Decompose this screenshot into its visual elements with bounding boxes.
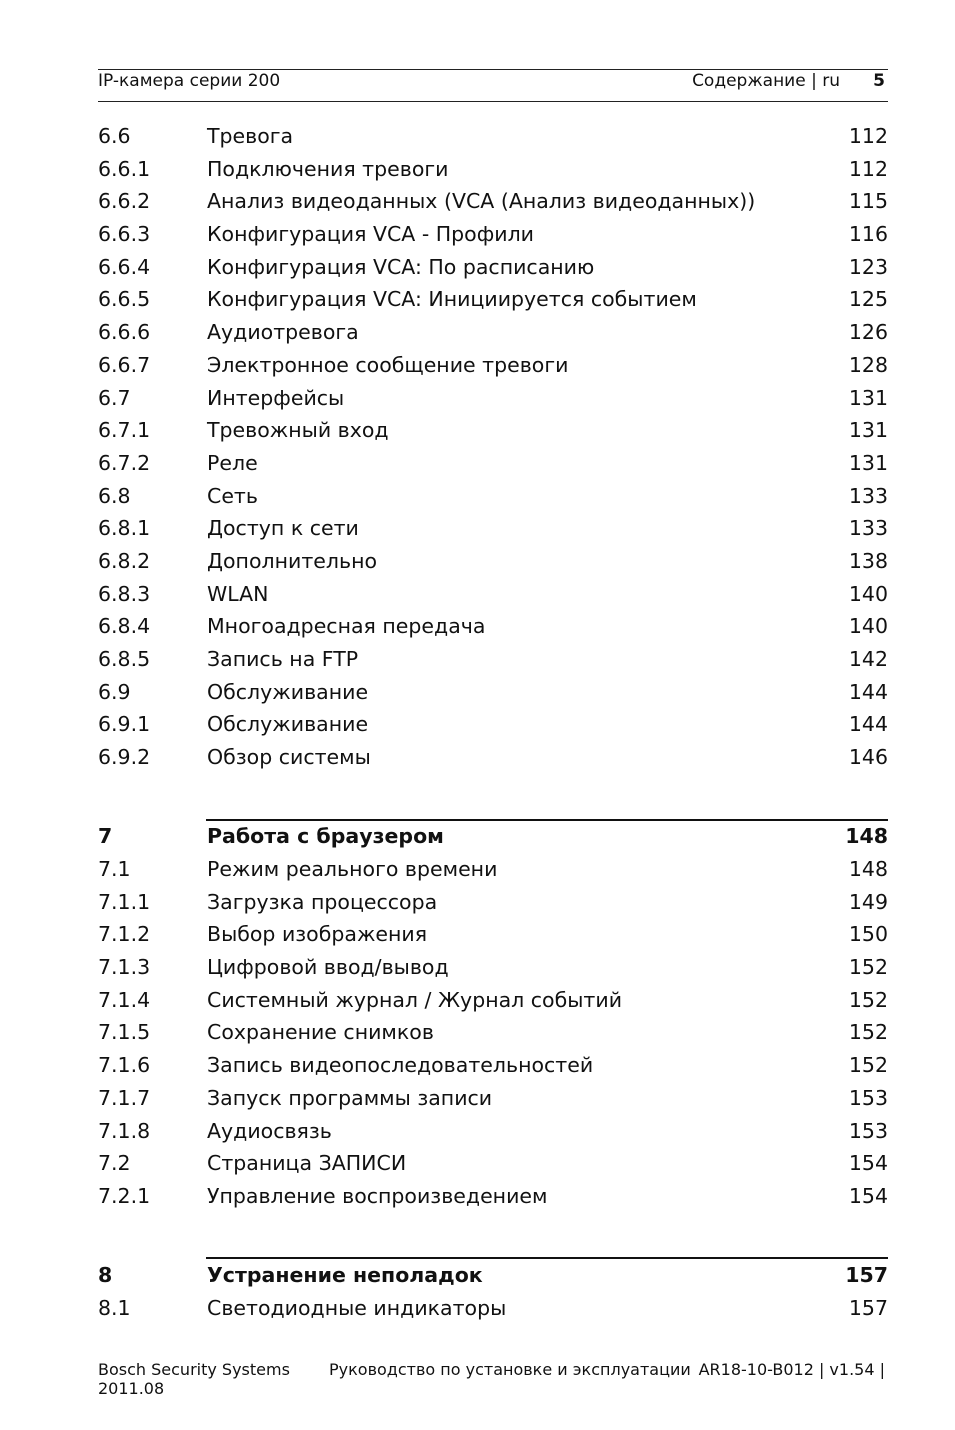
toc-section-6 (98, 120, 888, 774)
toc-entry-title: Многоадресная передача (207, 614, 486, 639)
toc-chapter-title: Устранение неполадок (207, 1263, 483, 1287)
toc-entry-number: 7.1.6 (98, 1053, 151, 1078)
toc-entry-page: 112 (848, 124, 888, 148)
toc-entry-title: Запись видеопоследовательностей (207, 1053, 594, 1078)
toc-entry-page: 152 (848, 987, 888, 1012)
toc-entry-number: 6.6.7 (98, 352, 151, 377)
toc-entry[interactable] (98, 153, 888, 186)
toc-entry[interactable] (98, 447, 888, 480)
toc-entry-page: 140 (848, 581, 888, 606)
footer-company-block (98, 1360, 290, 1398)
toc-entry-number: 6.9.1 (98, 712, 151, 737)
toc-entry-title: Подключения тревоги (207, 156, 449, 181)
toc-entry-number: 6.7 (98, 385, 131, 410)
toc-entry[interactable] (98, 1180, 888, 1213)
header-section-label: Содержание | ru (692, 71, 840, 91)
toc-entry-title: Сеть (207, 483, 258, 508)
toc-entry-number: 7.1 (98, 857, 131, 881)
toc-chapter-heading[interactable] (98, 820, 888, 853)
toc-entry-number: 6.6.4 (98, 254, 151, 279)
toc-entry[interactable] (98, 1147, 888, 1180)
toc-entry-page: 126 (848, 320, 888, 345)
toc-chapter-page: 148 (845, 824, 888, 848)
toc-entry[interactable] (98, 545, 888, 578)
toc-entry-number: 6.6 (98, 124, 131, 148)
toc-entry[interactable] (98, 185, 888, 218)
toc-entry[interactable] (98, 886, 888, 919)
toc-entry-page: 138 (848, 548, 888, 573)
toc-entry[interactable] (98, 708, 888, 741)
toc-section-8 (98, 1292, 888, 1325)
toc-entry-title: Сохранение снимков (207, 1020, 434, 1045)
toc-entry-number: 7.1.3 (98, 955, 151, 980)
toc-chapter-7 (98, 820, 888, 853)
toc-entry-page: 148 (848, 857, 888, 881)
toc-entry-page: 115 (848, 189, 888, 214)
toc-entry[interactable] (98, 480, 888, 513)
toc-entry-number: 7.2.1 (98, 1183, 151, 1208)
toc-entry[interactable] (98, 1115, 888, 1148)
toc-entry-number: 7.1.5 (98, 1020, 151, 1045)
toc-entry[interactable] (98, 218, 888, 251)
toc-entry-title: Электронное сообщение тревоги (207, 352, 569, 377)
toc-entry-title: Страница ЗАПИСИ (207, 1151, 407, 1176)
page-number: 5 (873, 71, 885, 91)
footer-company: Bosch Security Systems (98, 1360, 290, 1379)
toc-entry[interactable] (98, 1049, 888, 1082)
header-product-name: IP-камера серии 200 (98, 71, 281, 91)
toc-entry-page: 144 (848, 712, 888, 737)
toc-entry-title: Управление воспроизведением (207, 1183, 548, 1208)
toc-chapter-number: 8 (98, 1263, 113, 1287)
toc-entry[interactable] (98, 918, 888, 951)
toc-entry-page: 154 (848, 1151, 888, 1176)
toc-entry-number: 6.6.5 (98, 287, 151, 312)
toc-entry-title: Конфигурация VCA - Профили (207, 222, 534, 247)
toc-entry-number: 7.1.2 (98, 922, 151, 947)
toc-entry-page: 154 (848, 1183, 888, 1208)
toc-entry-page: 142 (848, 647, 888, 671)
toc-entry-page: 152 (848, 1053, 888, 1078)
toc-entry-number: 6.9 (98, 679, 131, 704)
toc-entry-number: 6.8.3 (98, 581, 151, 606)
toc-entry[interactable] (98, 251, 888, 284)
toc-entry-page: 144 (848, 679, 888, 704)
toc-entry-page: 146 (848, 745, 888, 770)
toc-chapter-8 (98, 1259, 888, 1292)
toc-entry[interactable] (98, 349, 888, 382)
toc-chapter-heading[interactable] (98, 1259, 888, 1292)
toc-entry[interactable] (98, 578, 888, 611)
toc-entry[interactable] (98, 414, 888, 447)
toc-entry-title: Аудиотревога (207, 320, 359, 345)
toc-entry-page: 133 (848, 483, 888, 508)
toc-entry[interactable] (98, 853, 888, 886)
toc-entry-number: 6.8.4 (98, 614, 151, 639)
toc-entry-page: 152 (848, 1020, 888, 1045)
toc-entry[interactable] (98, 984, 888, 1017)
toc-entry-page: 133 (848, 516, 888, 541)
toc-entry[interactable] (98, 316, 888, 349)
toc-entry[interactable] (98, 610, 888, 643)
toc-entry-number: 8.1 (98, 1296, 131, 1320)
toc-entry-title: Обслуживание (207, 712, 369, 737)
toc-entry-title: Конфигурация VCA: Инициируется событием (207, 287, 697, 312)
toc-entry-number: 7.1.1 (98, 889, 151, 914)
toc-section-7 (98, 853, 888, 1213)
toc-entry-title: Анализ видеоданных (VCA (Анализ видеоданных)) (207, 189, 756, 214)
toc-entry-page: 123 (848, 254, 888, 279)
toc-entry-number: 6.6.3 (98, 222, 151, 247)
toc-entry-title: WLAN (207, 581, 269, 606)
toc-entry-page: 149 (848, 889, 888, 914)
toc-entry-page: 131 (848, 385, 888, 410)
toc-entry-title: Аудиосвязь (207, 1118, 332, 1143)
toc-entry-title: Тревожный вход (207, 418, 389, 443)
footer-doc-id: AR18-10-B012 | v1.54 | (698, 1360, 885, 1379)
footer-date: 2011.08 (98, 1379, 165, 1398)
toc-entry-number: 6.7.2 (98, 450, 151, 475)
toc-entry-page: 131 (848, 450, 888, 475)
toc-entry-page: 116 (848, 222, 888, 247)
toc-entry-number: 6.8 (98, 483, 131, 508)
toc-entry-title: Запуск программы записи (207, 1085, 493, 1110)
toc-entry-title: Выбор изображения (207, 922, 428, 947)
toc-entry-title: Цифровой ввод/вывод (207, 955, 449, 980)
toc-entry-title: Тревога (207, 124, 294, 148)
toc-entry[interactable] (98, 283, 888, 316)
toc-entry-title: Конфигурация VCA: По расписанию (207, 254, 595, 279)
toc-entry-number: 6.8.1 (98, 516, 151, 541)
toc-entry-number: 6.9.2 (98, 745, 151, 770)
toc-entry-number: 6.7.1 (98, 418, 151, 443)
toc-entry-number: 6.6.6 (98, 320, 151, 345)
toc-entry-page: 150 (848, 922, 888, 947)
toc-entry-page: 128 (848, 352, 888, 377)
toc-entry-page: 112 (848, 156, 888, 181)
toc-entry[interactable] (98, 951, 888, 984)
toc-entry-page: 125 (848, 287, 888, 312)
toc-entry-page: 153 (848, 1085, 888, 1110)
toc-entry[interactable] (98, 1082, 888, 1115)
header-bottom-rule (98, 101, 888, 102)
toc-entry-number: 7.1.4 (98, 987, 151, 1012)
toc-entry-title: Обзор системы (207, 745, 371, 770)
toc-entry[interactable] (98, 512, 888, 545)
toc-entry-title: Системный журнал / Журнал событий (207, 987, 623, 1012)
toc-entry-number: 6.8.2 (98, 548, 151, 573)
toc-entry-title: Доступ к сети (207, 516, 359, 541)
toc-entry-number: 7.1.8 (98, 1118, 151, 1143)
toc-entry-title: Светодиодные индикаторы (207, 1296, 507, 1320)
footer-doc-title: Руководство по установке и эксплуатации (329, 1360, 691, 1379)
toc-entry-page: 152 (848, 955, 888, 980)
toc-entry[interactable] (98, 643, 888, 676)
toc-entry-title: Интерфейсы (207, 385, 345, 410)
toc-entry-title: Дополнительно (207, 548, 378, 573)
toc-entry-title: Запись на FTP (207, 647, 359, 671)
toc-entry-title: Загрузка процессора (207, 889, 438, 914)
toc-entry-page: 140 (848, 614, 888, 639)
toc-chapter-number: 7 (98, 824, 113, 848)
toc-entry-number: 7.1.7 (98, 1085, 151, 1110)
toc-entry[interactable] (98, 1292, 888, 1325)
toc-entry-page: 131 (848, 418, 888, 443)
toc-entry-title: Режим реального времени (207, 857, 498, 881)
toc-chapter-page: 157 (845, 1263, 888, 1287)
toc-entry[interactable] (98, 741, 888, 774)
toc-entry-number: 7.2 (98, 1151, 131, 1176)
toc-entry-number: 6.6.2 (98, 189, 151, 214)
toc-entry-page: 153 (848, 1118, 888, 1143)
toc-chapter-title: Работа с браузером (207, 824, 444, 848)
toc-entry-number: 6.8.5 (98, 647, 151, 671)
toc-entry[interactable] (98, 382, 888, 415)
toc-entry[interactable] (98, 1016, 888, 1049)
toc-entry-page: 157 (848, 1296, 888, 1320)
toc-entry[interactable] (98, 676, 888, 709)
toc-entry-title: Обслуживание (207, 679, 369, 704)
toc-entry-title: Реле (207, 450, 258, 475)
toc-entry[interactable] (98, 120, 888, 153)
toc-entry-number: 6.6.1 (98, 156, 151, 181)
